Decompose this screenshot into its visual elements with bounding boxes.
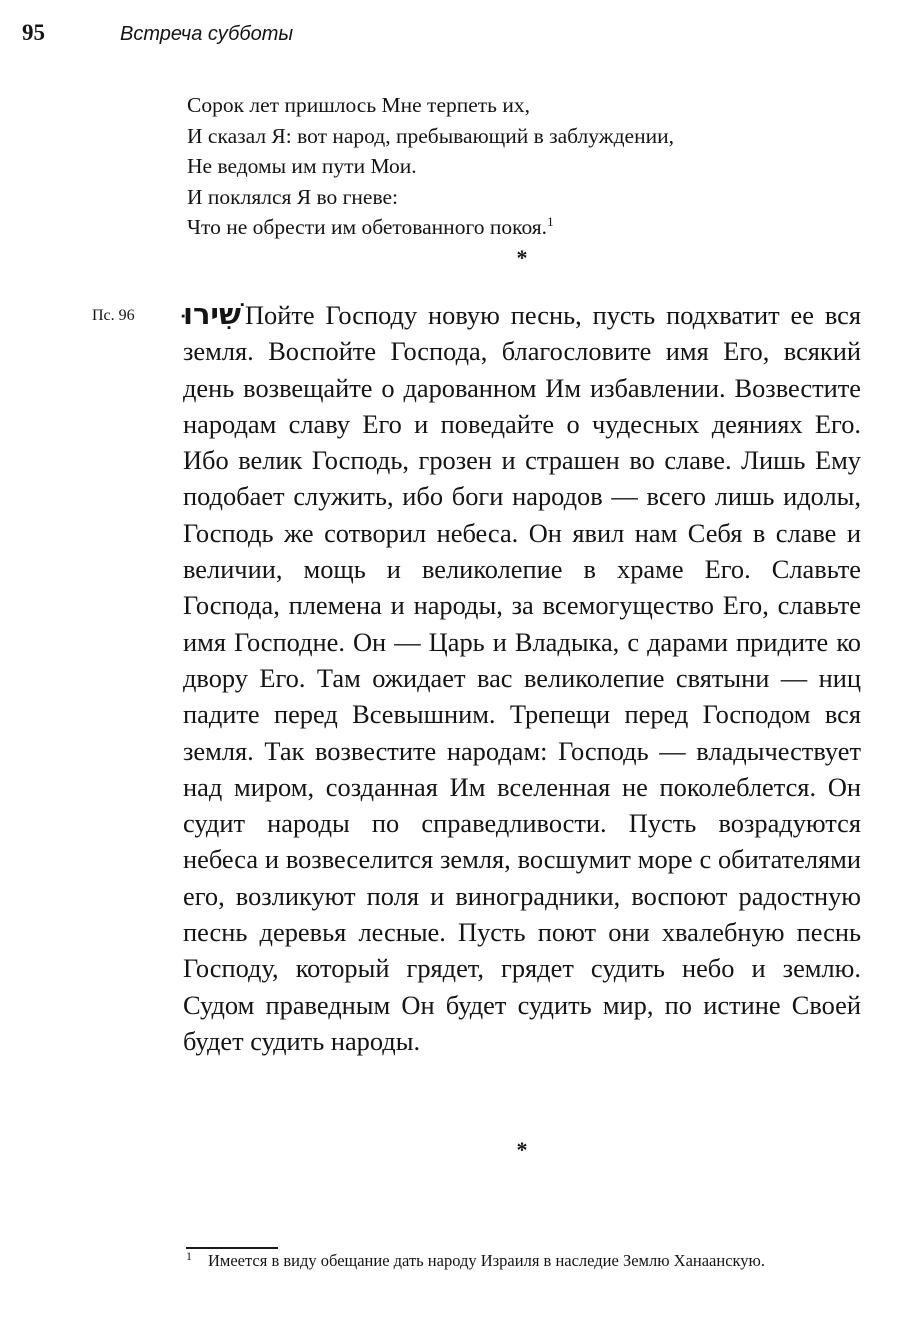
verse-line: И сказал Я: вот народ, пребывающий в заблуждении, [187, 123, 674, 148]
psalm-line: вас великолепие святыни — ниц падите перед Все [183, 662, 862, 730]
section-separator: * [516, 245, 528, 270]
verse-line: И поклялся Я во гневе: [187, 184, 399, 209]
psalm-line: дуются небеса и возвеселится земля, восшумит море [183, 808, 861, 875]
verse-line: Не ведомы им пути Мои. [187, 154, 417, 179]
psalm-line: грядет судить небо и землю. Судом праведным Он [183, 953, 861, 1020]
section-separator: * [516, 1137, 528, 1162]
psalm-line: поют они хвалебную песнь Господу, который грядет, [183, 917, 861, 984]
psalm-line: ство Его, славьте имя Господне. Он — Царь и Вла [183, 590, 861, 657]
psalm-line: Он судит народы по справедливости. Пусть возра [183, 771, 861, 839]
psalm-line: Славьте Господа, племена и народы, за всемогуще [183, 554, 861, 621]
psalm-line: с обитателями его, возликуют поля и виноградни [183, 844, 861, 911]
psalm-line: ки, воспоют радостную песнь деревья лесные. Пусть [183, 880, 861, 948]
running-title: Встреча субботы [120, 23, 294, 45]
psalm-line: Пойте Господу новую песнь, пусть подхватит [244, 300, 791, 330]
psalm-line: те о чудесных деяниях Его. Ибо велик Господь, гро [183, 408, 861, 476]
psalm-line: славе и величии, мощь и великолепие в храме Его. [183, 517, 862, 585]
psalm-line: вышним. Трепещи перед Господом вся земля. Так [183, 699, 861, 766]
psalm-line: возвестите народам: Господь — владычествует над [183, 735, 861, 802]
verse-block [187, 90, 867, 243]
footnote-text: Имеется в виду обещание дать народу Израиля в наследие Землю Ханаанскую. [208, 1251, 766, 1270]
verse-line-last [187, 212, 867, 243]
psalm-line: ее вся земля. Воспойте Господа, благословите имя [183, 300, 861, 367]
psalm-line: Господь же сотворил небеса. Он явил нам Себя в [183, 517, 776, 548]
psalm-line: Его, всякий день возвещайте о дарованном Им из [183, 336, 861, 403]
psalm-line: миром, созданная Им вселенная не поколеблется. [234, 771, 828, 802]
footnote-divider [186, 1247, 278, 1249]
hebrew-opening-word: שִׁירוּ [183, 297, 241, 331]
psalm-line: зен и страшен во славе. Лишь Ему подобает [183, 445, 861, 512]
psalm-text [183, 296, 861, 1059]
verse-line: Сорок лет пришлось Мне терпеть их, [187, 93, 530, 117]
verse-line-text: Что не обрести им обетованного покоя. [187, 215, 548, 240]
page-header [22, 18, 882, 50]
footnote [186, 1250, 862, 1272]
psalm-line: служить, ибо боги народов — всего лишь идолы, [293, 481, 861, 512]
page-number: 95 [22, 20, 45, 45]
psalm-line: народы. [330, 1025, 421, 1056]
psalm-reference: Пс. 96 [92, 307, 135, 324]
psalm-line: будет судить мир, по истине Своей будет судить [183, 989, 861, 1056]
footnote-marker: 1 [186, 1248, 192, 1263]
psalm-line: бавлении. Возвестите народам славу Его и поведай [183, 372, 861, 439]
psalm-line: дыка, с дарами придите ко двору Его. Там ожидает [183, 626, 861, 693]
footnote-reference[interactable]: 1 [547, 214, 554, 230]
